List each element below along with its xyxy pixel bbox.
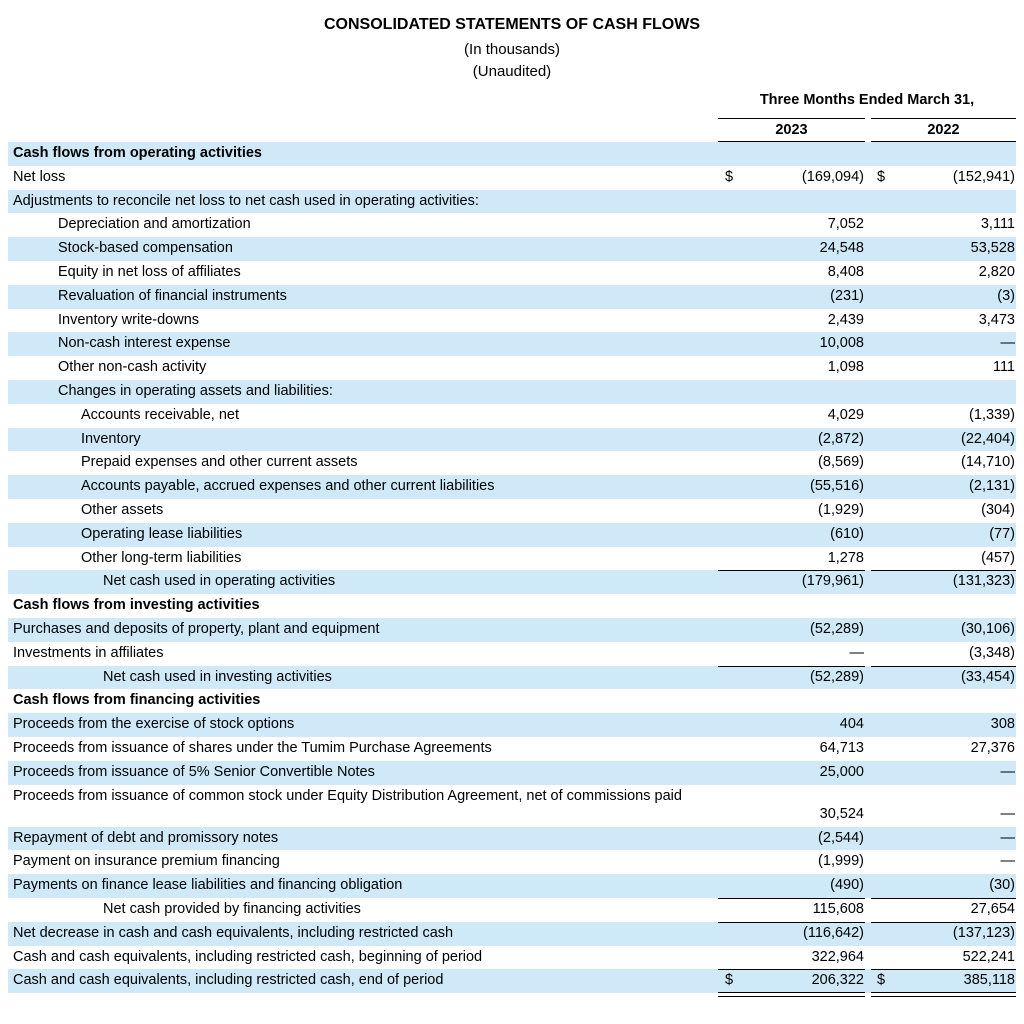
value-2023: (52,289) bbox=[809, 668, 864, 685]
value-2022: (457) bbox=[981, 549, 1015, 566]
value-2023: 1,278 bbox=[827, 549, 864, 566]
table-row bbox=[8, 166, 1016, 190]
table-row bbox=[8, 618, 1016, 642]
total-rule bbox=[718, 996, 865, 997]
total-rule bbox=[871, 922, 1016, 923]
table-row bbox=[8, 475, 1016, 499]
value-2022: 27,654 bbox=[970, 900, 1015, 917]
value-2023: (231) bbox=[830, 287, 864, 304]
total-rule bbox=[718, 570, 865, 571]
value-2023: (179,961) bbox=[801, 573, 864, 590]
row-label: Investments in affiliates bbox=[13, 644, 164, 661]
value-2023: (2,544) bbox=[818, 829, 864, 846]
table-row bbox=[8, 380, 1016, 404]
row-label: Repayment of debt and promissory notes bbox=[13, 829, 279, 846]
total-rule bbox=[718, 992, 865, 993]
value-2023: 7,052 bbox=[827, 216, 864, 233]
row-label: Adjustments to reconcile net loss to net cash used in operating activities: bbox=[13, 192, 479, 209]
table-row bbox=[8, 785, 1016, 827]
table-row bbox=[8, 547, 1016, 571]
value-2023: 2,439 bbox=[827, 311, 864, 328]
value-2022: 3,111 bbox=[980, 216, 1015, 233]
currency-symbol: $ bbox=[725, 972, 734, 989]
row-label: Net cash used in operating activities bbox=[103, 573, 336, 590]
currency-symbol: $ bbox=[877, 972, 886, 989]
value-2022: (1,339) bbox=[969, 406, 1015, 423]
value-2022: — bbox=[1000, 829, 1015, 846]
value-2023: 4,029 bbox=[827, 406, 864, 423]
table-row bbox=[8, 428, 1016, 452]
table-row bbox=[8, 761, 1016, 785]
value-2023: (8,569) bbox=[818, 454, 864, 471]
total-rule bbox=[718, 969, 865, 970]
row-label: Accounts receivable, net bbox=[81, 406, 239, 423]
table-row bbox=[8, 142, 1016, 166]
row-label: Accounts payable, accrued expenses and other current liabilities bbox=[81, 478, 495, 495]
row-label: Cash flows from financing activities bbox=[13, 692, 261, 709]
value-2023: (116,642) bbox=[803, 924, 864, 941]
row-label: Proceeds from issuance of 5% Senior Convertible Notes bbox=[13, 763, 375, 780]
row-label: Net cash used in investing activities bbox=[103, 668, 332, 685]
row-label: Operating lease liabilities bbox=[81, 525, 243, 542]
value-2023: 30,524 bbox=[819, 805, 864, 822]
row-label: Cash flows from investing activities bbox=[13, 597, 260, 614]
row-label: Payment on insurance premium financing bbox=[13, 853, 280, 870]
value-2023: (1,999) bbox=[818, 853, 864, 870]
value-2023: (1,929) bbox=[818, 501, 864, 518]
value-2022: 27,376 bbox=[970, 739, 1015, 756]
table-row bbox=[8, 827, 1016, 851]
table-row bbox=[8, 969, 1016, 993]
table-row bbox=[8, 404, 1016, 428]
table-row bbox=[8, 850, 1016, 874]
row-label: Proceeds from issuance of common stock under Equity Distribution Agreement, net of commissions paid bbox=[13, 787, 682, 804]
value-2023: 24,548 bbox=[819, 240, 864, 257]
value-2022: (3,348) bbox=[969, 644, 1015, 661]
total-rule bbox=[871, 992, 1016, 993]
year-header-2023: 2023 bbox=[718, 118, 865, 142]
table-row bbox=[8, 898, 1016, 922]
table-row bbox=[8, 594, 1016, 618]
value-2022: (2,131) bbox=[969, 478, 1015, 495]
value-2022: (33,454) bbox=[960, 668, 1015, 685]
row-label: Depreciation and amortization bbox=[58, 216, 251, 233]
table-row bbox=[8, 946, 1016, 970]
row-label: Cash and cash equivalents, including restricted cash, beginning of period bbox=[13, 948, 483, 965]
row-label: Revaluation of financial instruments bbox=[58, 287, 287, 304]
value-2023: 322,964 bbox=[811, 948, 864, 965]
value-2023: (490) bbox=[830, 877, 864, 894]
table-row bbox=[8, 874, 1016, 898]
value-2022: 385,118 bbox=[963, 972, 1015, 989]
row-label: Other long-term liabilities bbox=[81, 549, 242, 566]
value-2022: — bbox=[1000, 763, 1015, 780]
table-row bbox=[8, 570, 1016, 594]
total-rule bbox=[718, 922, 865, 923]
row-label: Net decrease in cash and cash equivalents, including restricted cash bbox=[13, 924, 454, 941]
row-label: Prepaid expenses and other current assets bbox=[81, 454, 358, 471]
value-2022: 3,473 bbox=[978, 311, 1015, 328]
total-rule bbox=[871, 570, 1016, 571]
value-2022: 308 bbox=[990, 716, 1015, 733]
value-2023: 1,098 bbox=[827, 359, 864, 376]
period-header: Three Months Ended March 31, bbox=[759, 92, 975, 108]
value-2022: (14,710) bbox=[960, 454, 1015, 471]
total-rule bbox=[871, 969, 1016, 970]
value-2023: 25,000 bbox=[819, 763, 864, 780]
value-2022: (77) bbox=[989, 525, 1015, 542]
value-2023: 115,608 bbox=[812, 900, 864, 917]
row-label: Cash and cash equivalents, including restricted cash, end of period bbox=[13, 972, 444, 989]
total-rule bbox=[871, 666, 1016, 667]
value-2022: 2,820 bbox=[978, 263, 1015, 280]
table-row bbox=[8, 213, 1016, 237]
value-2023: (52,289) bbox=[809, 620, 864, 637]
table-row bbox=[8, 190, 1016, 214]
value-2023: — bbox=[849, 644, 864, 661]
value-2022: 111 bbox=[992, 359, 1015, 376]
table-row bbox=[8, 261, 1016, 285]
row-label: Non-cash interest expense bbox=[58, 335, 231, 352]
value-2022: — bbox=[1000, 805, 1015, 822]
row-label: Changes in operating assets and liabilities: bbox=[58, 382, 333, 399]
total-rule bbox=[871, 898, 1016, 899]
total-rule bbox=[718, 898, 865, 899]
table-row bbox=[8, 309, 1016, 333]
row-label: Other assets bbox=[81, 501, 164, 518]
row-label: Proceeds from issuance of shares under the Tumim Purchase Agreements bbox=[13, 739, 492, 756]
units-note: (In thousands) bbox=[464, 41, 560, 58]
row-label: Stock-based compensation bbox=[58, 240, 233, 257]
value-2022: (137,123) bbox=[952, 924, 1015, 941]
value-2023: 10,008 bbox=[819, 335, 864, 352]
value-2023: 8,408 bbox=[827, 263, 864, 280]
value-2022: — bbox=[1000, 853, 1015, 870]
row-label: Equity in net loss of affiliates bbox=[58, 263, 241, 280]
value-2022: (30) bbox=[989, 877, 1015, 894]
table-row bbox=[8, 922, 1016, 946]
value-2023: 64,713 bbox=[819, 739, 864, 756]
value-2022: (304) bbox=[981, 501, 1015, 518]
currency-symbol: $ bbox=[877, 168, 886, 185]
table-row bbox=[8, 332, 1016, 356]
value-2022: — bbox=[1000, 335, 1015, 352]
table-row bbox=[8, 713, 1016, 737]
value-2023: (55,516) bbox=[809, 478, 864, 495]
value-2023: (2,872) bbox=[818, 430, 864, 447]
table-row bbox=[8, 451, 1016, 475]
value-2022: (22,404) bbox=[960, 430, 1015, 447]
value-2022: (3) bbox=[997, 287, 1015, 304]
value-2022: (152,941) bbox=[952, 168, 1015, 185]
row-label: Proceeds from the exercise of stock options bbox=[13, 716, 295, 733]
row-label: Purchases and deposits of property, plant and equipment bbox=[13, 620, 380, 637]
table-row bbox=[8, 737, 1016, 761]
audit-note: (Unaudited) bbox=[472, 63, 552, 80]
value-2023: 404 bbox=[839, 716, 864, 733]
row-label: Net cash provided by financing activities bbox=[103, 900, 361, 917]
cash-flow-table bbox=[8, 142, 1016, 993]
row-label: Cash flows from operating activities bbox=[13, 145, 262, 161]
value-2022: 522,241 bbox=[962, 948, 1015, 965]
value-2022: 53,528 bbox=[970, 240, 1015, 257]
row-label: Payments on finance lease liabilities and financing obligation bbox=[13, 877, 403, 894]
table-row bbox=[8, 499, 1016, 523]
value-2023: 206,322 bbox=[811, 972, 864, 989]
total-rule bbox=[871, 996, 1016, 997]
year-header-2022: 2022 bbox=[871, 118, 1016, 142]
table-row bbox=[8, 642, 1016, 666]
table-row bbox=[8, 237, 1016, 261]
value-2022: (131,323) bbox=[952, 573, 1015, 590]
row-label: Other non-cash activity bbox=[58, 359, 207, 376]
row-label: Net loss bbox=[13, 168, 66, 185]
table-row bbox=[8, 689, 1016, 713]
statement-title: CONSOLIDATED STATEMENTS OF CASH FLOWS bbox=[324, 16, 700, 33]
table-row bbox=[8, 523, 1016, 547]
table-row bbox=[8, 666, 1016, 690]
row-label: Inventory write-downs bbox=[58, 311, 200, 328]
value-2022: (30,106) bbox=[960, 620, 1015, 637]
row-label: Inventory bbox=[81, 430, 141, 447]
currency-symbol: $ bbox=[725, 168, 734, 185]
total-rule bbox=[718, 666, 865, 667]
value-2023: (169,094) bbox=[801, 168, 864, 185]
table-row bbox=[8, 285, 1016, 309]
table-row bbox=[8, 356, 1016, 380]
value-2023: (610) bbox=[830, 525, 864, 542]
